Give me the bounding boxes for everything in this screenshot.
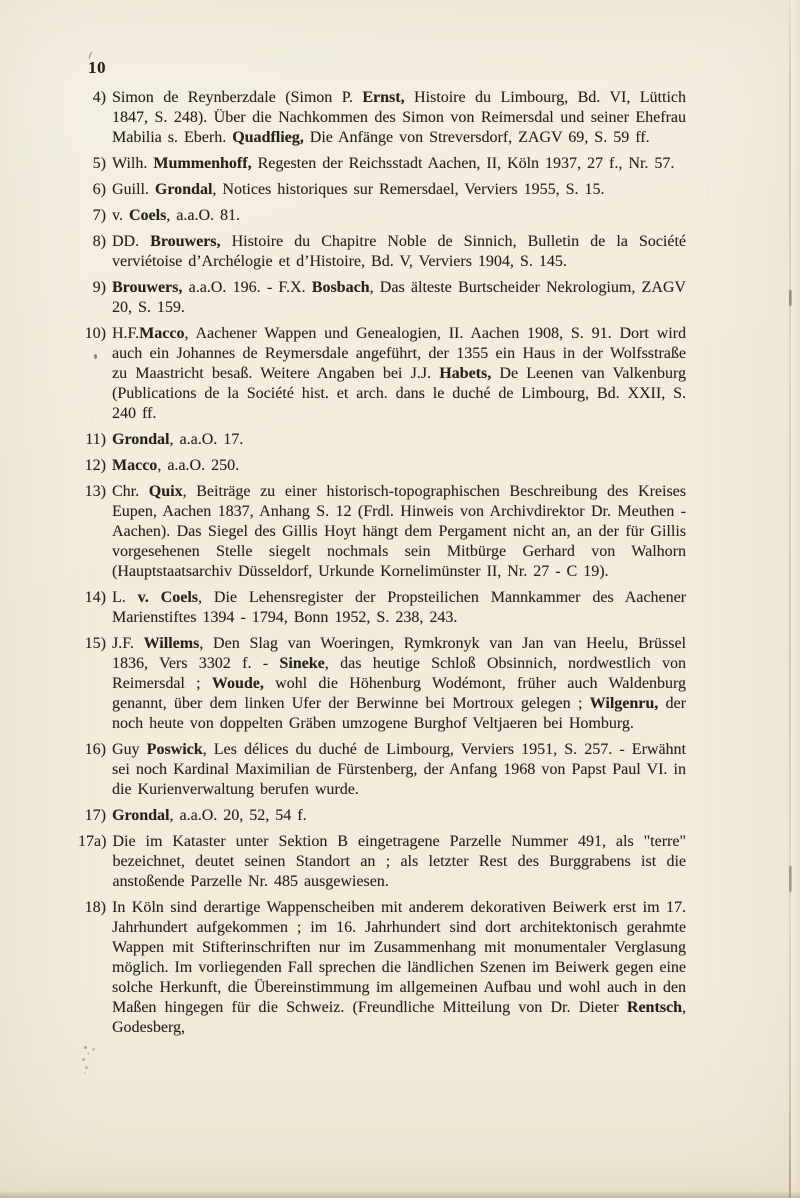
footnote-number: 10) (84, 325, 106, 342)
footnote-item (78, 180, 686, 200)
footnote-text: v. Coels, a.a.O. 81. (112, 207, 241, 224)
footnote-number: 8) (92, 233, 106, 250)
footnote-item (78, 278, 686, 318)
footnote-number: 14) (84, 589, 106, 606)
footnote-number: 7) (92, 207, 106, 224)
footnote-item (78, 232, 686, 272)
footnote-item (78, 832, 686, 892)
footnote-text: Chr. Quix, Beiträge zu einer historisch-topographischen Beschreibung des Kreises Eupen, Aachen 1837, Anhang S. 12 (Frdl. Hinweis von Archivdirektor Dr. Meuthen - Aachen). Das Siegel des Gillis Hoyt hängt dem Pergament nicht an, an der für Gillis vorgesehenen Stelle siegelt nochmals sein Mitbürge Gerhard von Walhorn (Hauptstaatsarchiv Düsseldorf, Urkunde Kornelimünster II, Nr. 27 - C 19). (112, 483, 687, 580)
footnote-number: 15) (84, 635, 106, 652)
footnote-number: 9) (92, 279, 106, 296)
footnote-number: 11) (85, 431, 106, 448)
footnote-item (78, 898, 686, 1038)
footnote-text: In Köln sind derartige Wappenscheiben mit anderem dekorativen Beiwerk erst im 17. Jahrhundert aufgekommen ; im 16. Jahrhundert sind dort architektonisch gerahmte Wappen mit Stifterinschriften nur im Zusammenhang mit monumentaler Verglasung möglich. Im vorliegenden Fall sprechen die ländlichen Szenen im Beiwerk gegen eine solche Herkunft, die Übereinstimmung im allgemeinen Aufbau und wohl auch in den Maßen hingegen für die Schweiz. (Freundliche Mitteilung von Dr. Dieter Rentsch, Godesberg, (112, 899, 686, 1036)
footnote-item (78, 588, 686, 628)
footnote-item (78, 206, 686, 226)
footnote-text: Guill. Grondal, Notices historiques sur Remersdael, Verviers 1955, S. 15. (112, 181, 605, 198)
footnote-item (78, 740, 686, 800)
footnote-item (78, 482, 686, 582)
footnote-text: Guy Poswick, Les délices du duché de Limbourg, Verviers 1951, S. 257. - Erwähnt sei noch Kardinal Maximilian de Fürstenberg, der Anfang 1968 von Papst Paul VI. in die Kurienverwaltung berufen wurde. (112, 741, 686, 798)
footnote-text: L. v. Coels, Die Lehensregister der Propsteilichen Mannkammer des Aachener Marienstiftes 1394 - 1794, Bonn 1952, S. 238, 243. (112, 589, 686, 626)
page-edge-strip (791, 0, 800, 1198)
footnote-text: Brouwers, a.a.O. 196. - F.X. Bosbach, Das älteste Burtscheider Nekrologium, ZAGV 20, S. 159. (112, 279, 686, 316)
scan-speck-margin (94, 354, 97, 359)
footnote-number: 17) (84, 807, 106, 824)
footnote-text: H.F.Macco, Aachener Wappen und Genealogien, II. Aachen 1908, S. 91. Dort wird auch ein Johannes de Reymersdale angeführt, der 1355 ein Haus in der Wolfsstraße zu Maastricht besaß. Weitere Angaben bei J.J. Habets, De Leenen van Valkenburg (Publications de la Société hist. et arch. dans le duché de Limbourg, Bd. XXII, S. 240 ff. (112, 325, 686, 422)
footnote-item (78, 324, 686, 424)
footnote-number: 6) (92, 181, 106, 198)
footnote-text: Simon de Reynberzdale (Simon P. Ernst, Histoire du Limbourg, Bd. VI, Lüttich 1847, S. 248). Über die Nachkommen des Simon von Reimersdal und seiner Ehefrau Mabilia s. Eberh. Quadflieg, Die Anfänge von Streversdorf, ZAGV 69, S. 59 ff. (112, 89, 686, 146)
footnote-text: Macco, a.a.O. 250. (112, 457, 240, 474)
footnote-item (78, 456, 686, 476)
footnote-number: 17a) (78, 833, 107, 850)
footnote-item (78, 88, 686, 148)
footnote-number: 13) (84, 483, 106, 500)
footnote-number: 12) (84, 457, 106, 474)
ink-smudge (84, 1046, 87, 1049)
footnote-number: 4) (92, 89, 106, 106)
footnote-number: 16) (84, 741, 106, 758)
footnotes-list (78, 88, 686, 1044)
footnote-text: DD. Brouwers, Histoire du Chapitre Noble de Sinnich, Bulletin de la Société verviétoise d’Archélogie et d’Histoire, Bd. V, Verviers 1904, S. 145. (112, 233, 687, 270)
page-bottom-shadow (0, 1191, 800, 1198)
footnote-item (78, 634, 686, 734)
footnote-item (78, 154, 686, 174)
footnote-number: 18) (84, 899, 106, 916)
page-number: 10 (88, 58, 106, 77)
footnote-text: Grondal, a.a.O. 17. (112, 431, 244, 448)
footnote-number: 5) (92, 155, 106, 172)
footnote-item (78, 430, 686, 450)
footnote-text: Die im Kataster unter Sektion B eingetragene Parzelle Nummer 491, als "terre" bezeichnet, deutet seinen Standort an ; als letzter Rest des Burggrabens ist die anstoßende Parzelle Nr. 485 ausgewiesen. (112, 833, 686, 890)
footnote-text: J.F. Willems, Den Slag van Woeringen, Rymkronyk van Jan van Heelu, Brüssel 1836, Vers 3302 f. - Sineke, das heutige Schloß Obsinnich, nordwestlich von Reimersdal ; Woude, wohl die Höhenburg Wodémont, früher auch Waldenburg genannt, über dem linken Ufer der Berwinne bei Mortroux gelegen ; Wilgenru, der noch heute von doppelten Gräben umzogene Burghof Veltjaeren bei Homburg. (112, 635, 687, 732)
footnote-text: Wilh. Mummenhoff, Regesten der Reichsstadt Aachen, II, Köln 1937, 27 f., Nr. 57. (112, 155, 675, 172)
footnote-text: Grondal, a.a.O. 20, 52, 54 f. (112, 807, 307, 824)
footnote-item (78, 806, 686, 826)
